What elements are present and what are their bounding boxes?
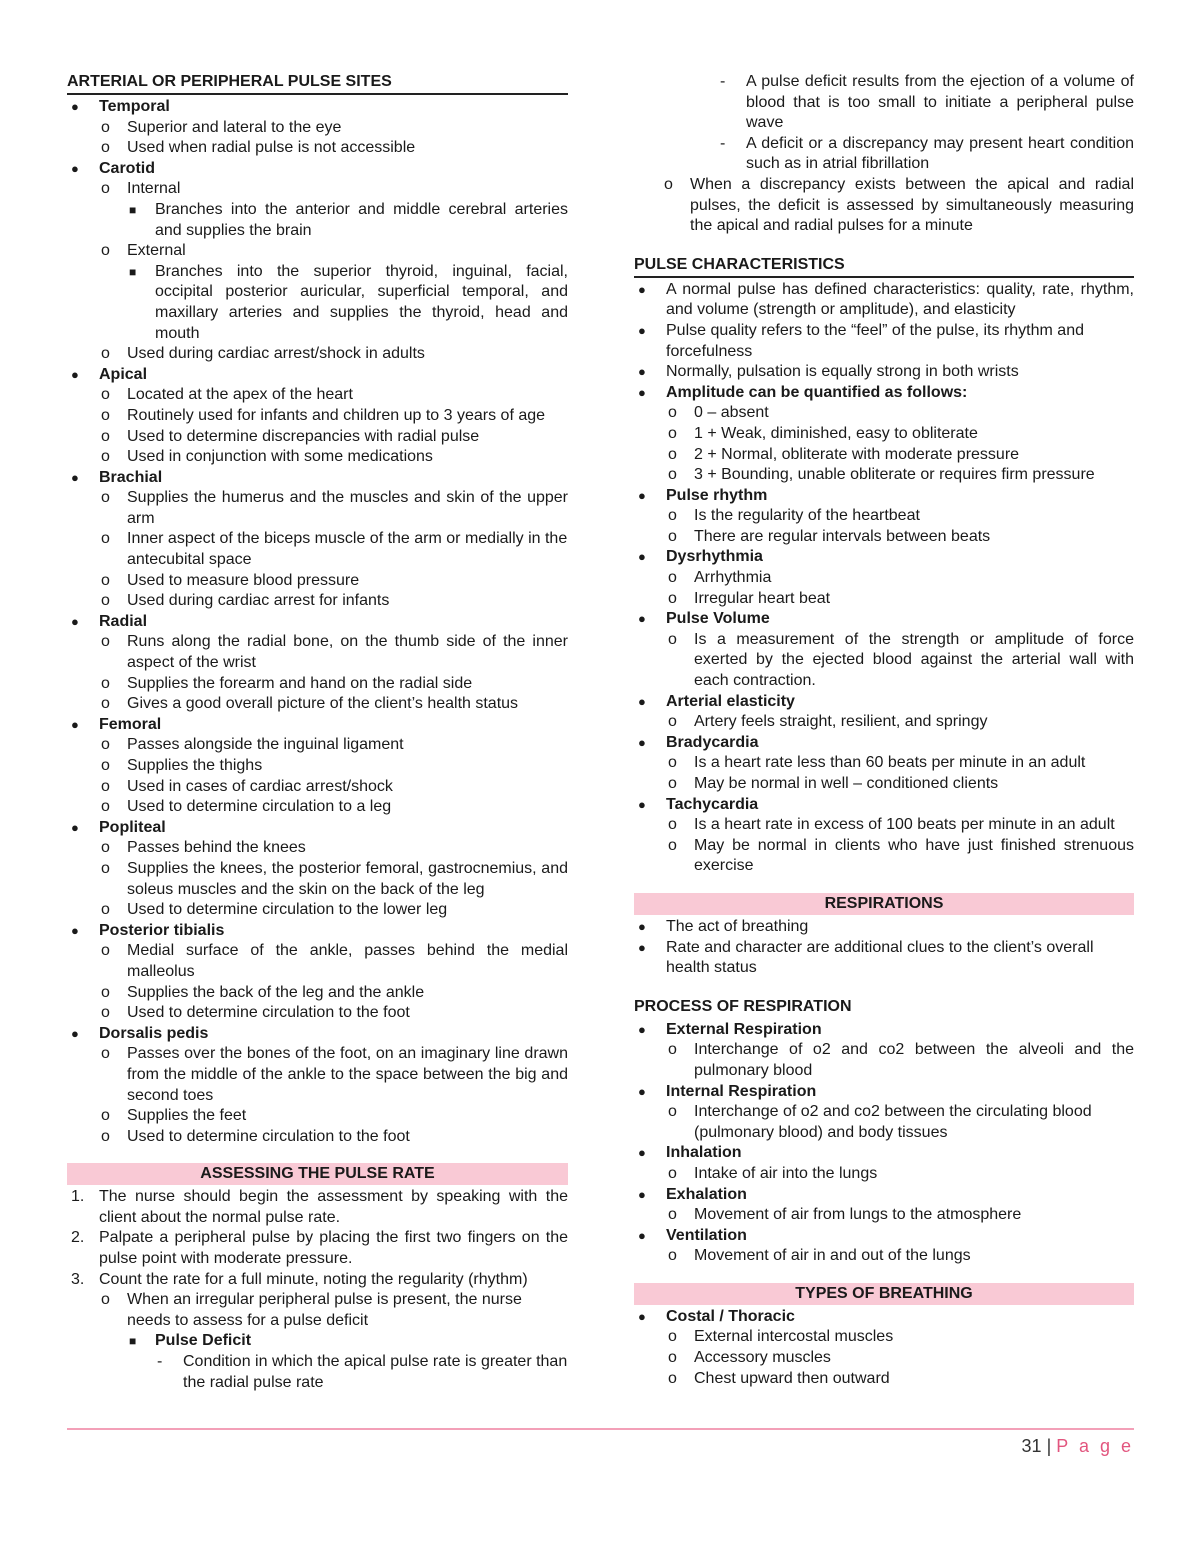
list-item (67, 159, 568, 365)
site-label: Posterior tibialis (99, 921, 225, 939)
circle-bullet-icon: o (101, 592, 110, 610)
bullet-icon: ● (638, 918, 646, 934)
circle-bullet-icon: o (101, 139, 110, 157)
item-text: Count the rate for a full minute, noting the regularity (rhythm) (99, 1270, 528, 1288)
circle-bullet-icon: o (668, 1328, 677, 1346)
item-text: Amplitude can be quantified as follows: (666, 383, 968, 401)
item-text: Used when radial pulse is not accessible (127, 139, 416, 157)
item-text: The act of breathing (666, 917, 809, 935)
item-text: External intercostal muscles (694, 1328, 894, 1346)
pulse-characteristics-list (634, 280, 1134, 877)
circle-bullet-icon: o (101, 180, 110, 198)
respirations-heading: RESPIRATIONS (634, 893, 1134, 915)
list-item (634, 321, 1134, 362)
list-item (634, 1185, 1134, 1226)
list-item (634, 1020, 1134, 1082)
list-item (666, 815, 1134, 836)
bullet-icon: ● (638, 322, 646, 338)
list-item (99, 859, 568, 900)
item-text: Gives a good overall picture of the client’s health status (127, 695, 519, 713)
right-column (634, 72, 1134, 1389)
list-item (666, 1205, 1134, 1226)
bullet-icon: ● (71, 366, 79, 382)
bullet-icon: ● (638, 549, 646, 565)
circle-bullet-icon: o (101, 530, 110, 548)
circle-bullet-icon: o (668, 1349, 677, 1367)
item-text: External (127, 242, 186, 260)
circle-bullet-icon: o (668, 836, 677, 854)
list-item (99, 138, 568, 159)
item-text: Arrhythmia (694, 569, 772, 587)
item-text: Supplies the forearm and hand on the radial side (127, 674, 473, 692)
deficit-continued-list (718, 72, 1134, 175)
circle-bullet-icon: o (101, 242, 110, 260)
list-item (99, 447, 568, 468)
circle-bullet-icon: o (668, 1369, 677, 1387)
list-item (127, 1331, 568, 1393)
circle-bullet-icon: o (101, 633, 110, 651)
list-item (666, 1246, 1134, 1267)
pulse-characteristics-heading: PULSE CHARACTERISTICS (634, 255, 1134, 278)
circle-bullet-icon: o (668, 816, 677, 834)
item-text: Internal Respiration (666, 1082, 817, 1100)
list-item (67, 365, 568, 468)
respirations-list (634, 917, 1134, 979)
item-text: Used during cardiac arrest for infants (127, 592, 390, 610)
item-text: Passes alongside the inguinal ligament (127, 736, 404, 754)
list-item (67, 1228, 568, 1269)
list-item (99, 1044, 568, 1106)
site-label: Dorsalis pedis (99, 1024, 209, 1042)
list-item (99, 1003, 568, 1024)
circle-bullet-icon: o (668, 713, 677, 731)
item-text: External Respiration (666, 1020, 822, 1038)
item-text: Branches into the anterior and middle cerebral arteries and supplies the brain (155, 200, 568, 239)
bullet-icon: ● (638, 487, 646, 503)
list-item (634, 362, 1134, 383)
list-item (666, 1040, 1134, 1081)
list-item (127, 262, 568, 344)
list-item (67, 715, 568, 818)
list-item (67, 468, 568, 612)
item-text: Branches into the superior thyroid, inguinal, facial, occipital posterior auricular, superficial temporal, and maxillary arteries and supplies the thyroid, head and mouth (155, 262, 568, 342)
item-text: Tachycardia (666, 795, 759, 813)
item-text: Accessory muscles (694, 1349, 831, 1367)
bullet-icon: ● (71, 716, 79, 732)
item-text: Movement of air in and out of the lungs (694, 1247, 971, 1265)
bullet-icon: ● (638, 1145, 646, 1161)
circle-bullet-icon: o (101, 839, 110, 857)
list-item (666, 424, 1134, 445)
circle-bullet-icon: o (101, 859, 110, 877)
item-text: Movement of air from lungs to the atmosphere (694, 1206, 1022, 1224)
item-text: 1 + Weak, diminished, easy to obliterate (694, 424, 978, 442)
bullet-icon: ● (71, 99, 79, 114)
item-text: Palpate a peripheral pulse by placing the first two fingers on the pulse point with moderate pressure. (99, 1229, 568, 1268)
site-label: Popliteal (99, 818, 166, 836)
circle-bullet-icon: o (668, 424, 677, 442)
circle-bullet-icon: o (101, 674, 110, 692)
list-item (634, 383, 1134, 486)
bullet-icon: ● (638, 384, 646, 400)
list-item (99, 427, 568, 448)
list-item (634, 692, 1134, 733)
bullet-icon: ● (71, 1025, 79, 1041)
item-text: Is a measurement of the strength or amplitude of force exerted by the ejected blood against the arterial wall with each contraction. (694, 630, 1134, 690)
item-text: Costal / Thoracic (666, 1307, 795, 1325)
item-text: Supplies the thighs (127, 757, 263, 774)
item-text: Dysrhythmia (666, 548, 763, 566)
circle-bullet-icon: o (101, 448, 110, 466)
list-item (666, 774, 1134, 795)
circle-bullet-icon: o (668, 589, 677, 607)
list-item (666, 1348, 1134, 1369)
list-item (634, 795, 1134, 877)
item-text: Located at the apex of the heart (127, 386, 353, 404)
list-item (67, 1187, 568, 1228)
item-text: Supplies the back of the leg and the ankle (127, 983, 425, 1001)
circle-bullet-icon: o (668, 630, 677, 648)
list-item (634, 280, 1134, 321)
item-text: Exhalation (666, 1185, 747, 1203)
list-item (666, 712, 1134, 733)
bullet-icon: ● (71, 613, 79, 629)
process-of-respiration-heading: PROCESS OF RESPIRATION (634, 997, 852, 1015)
list-item (99, 983, 568, 1004)
item-text: Is a heart rate less than 60 beats per minute in an adult (694, 754, 1086, 772)
step-number: 3. (71, 1270, 85, 1288)
bullet-icon: ● (638, 281, 646, 297)
item-text: Interchange of o2 and co2 between the alveoli and the pulmonary blood (694, 1041, 1134, 1079)
circle-bullet-icon: o (101, 695, 110, 713)
item-text: Pulse Volume (666, 610, 770, 628)
item-text: Routinely used for infants and children up to 3 years of age (127, 406, 546, 424)
bullet-icon: ● (638, 734, 646, 750)
discrepancy-list (662, 175, 1134, 237)
bullet-icon: ● (638, 796, 646, 812)
circle-bullet-icon: o (668, 1206, 677, 1224)
item-text: Supplies the knees, the posterior femoral, gastrocnemius, and soleus muscles and the skin on the back of the leg (127, 859, 568, 898)
list-item (634, 938, 1134, 979)
list-item (99, 900, 568, 921)
list-item (99, 941, 568, 982)
circle-bullet-icon: o (668, 1103, 677, 1121)
page-number: 31 (1021, 1436, 1042, 1456)
circle-bullet-icon: o (668, 466, 677, 484)
list-item (666, 1164, 1134, 1185)
item-text: Medial surface of the ankle, passes behind the medial malleolus (127, 942, 568, 980)
circle-bullet-icon: o (101, 901, 110, 919)
list-item (666, 753, 1134, 774)
item-text: Supplies the feet (127, 1107, 247, 1125)
item-text: A normal pulse has defined characteristics: quality, rate, rhythm, and volume (strength or amplitude), and elasticity (666, 280, 1134, 319)
list-item (67, 97, 568, 159)
circle-bullet-icon: o (101, 345, 110, 363)
item-text: Rate and character are additional clues to the client’s overall health status (666, 938, 1094, 977)
circle-bullet-icon: o (668, 1164, 677, 1182)
circle-bullet-icon: o (101, 736, 110, 754)
circle-bullet-icon: o (101, 1045, 110, 1063)
item-text: A deficit or a discrepancy may present heart condition such as in atrial fibrillation (746, 134, 1134, 173)
circle-bullet-icon: o (101, 1127, 110, 1145)
list-item (666, 1102, 1134, 1143)
list-item (99, 735, 568, 756)
item-text: Used to determine circulation to the foot (127, 1127, 410, 1145)
item-text: Used to determine circulation to the lower leg (127, 901, 448, 919)
item-text: Ventilation (666, 1226, 747, 1244)
circle-bullet-icon: o (668, 404, 677, 422)
list-item (666, 1369, 1134, 1390)
list-item (666, 445, 1134, 466)
bullet-icon: ● (71, 469, 79, 485)
list-item (67, 818, 568, 921)
bullet-icon: ● (638, 611, 646, 627)
list-item (666, 836, 1134, 877)
dash-bullet-icon: - (720, 73, 726, 90)
item-text: The nurse should begin the assessment by speaking with the client about the normal pulse rate. (99, 1188, 568, 1226)
item-text: May be normal in clients who have just finished strenuous exercise (694, 836, 1134, 875)
site-label: Carotid (99, 159, 155, 177)
item-text: Used to measure blood pressure (127, 571, 360, 589)
item-text: Passes over the bones of the foot, on an imaginary line drawn from the middle of the ankle to the space between the big and second toes (127, 1045, 568, 1104)
list-item (666, 630, 1134, 692)
list-item (99, 777, 568, 798)
bullet-icon: ● (638, 1021, 646, 1037)
list-item (99, 632, 568, 673)
list-item (666, 403, 1134, 424)
bullet-icon: ● (638, 364, 646, 380)
item-text: Used in conjunction with some medications (127, 448, 433, 466)
list-item (634, 917, 1134, 938)
bullet-icon: ● (638, 1186, 646, 1202)
circle-bullet-icon: o (668, 569, 677, 587)
list-item (634, 547, 1134, 609)
item-text: Pulse quality refers to the “feel” of the pulse, its rhythm and forcefulness (666, 321, 1084, 360)
circle-bullet-icon: o (101, 571, 110, 589)
list-item (634, 733, 1134, 795)
bullet-icon: ● (71, 160, 79, 176)
site-label: Apical (99, 365, 148, 383)
site-label: Radial (99, 612, 148, 630)
bullet-icon: ● (638, 1083, 646, 1099)
list-item (634, 1226, 1134, 1267)
list-item (67, 921, 568, 1024)
circle-bullet-icon: o (664, 175, 673, 193)
assessing-pulse-heading: ASSESSING THE PULSE RATE (67, 1163, 568, 1185)
item-text: Used in cases of cardiac arrest/shock (127, 777, 393, 795)
list-item (99, 838, 568, 859)
list-item (99, 488, 568, 529)
list-item (666, 465, 1134, 486)
list-item (99, 385, 568, 406)
item-text: Chest upward then outward (694, 1369, 890, 1387)
list-item (718, 72, 1134, 134)
circle-bullet-icon: o (101, 757, 110, 774)
item-text: Is the regularity of the heartbeat (694, 507, 920, 525)
bullet-icon: ● (71, 922, 79, 938)
item-text: Bradycardia (666, 733, 759, 751)
item-text: 2 + Normal, obliterate with moderate pressure (694, 445, 1020, 463)
circle-bullet-icon: o (668, 527, 677, 545)
pulse-sites-heading: ARTERIAL OR PERIPHERAL PULSE SITES (67, 72, 568, 95)
item-text: Is a heart rate in excess of 100 beats per minute in an adult (694, 816, 1115, 834)
item-text: A pulse deficit results from the ejection of a volume of blood that is too small to initiate a peripheral pulse wave (746, 73, 1134, 132)
list-item (99, 1106, 568, 1127)
list-item (99, 674, 568, 695)
circle-bullet-icon: o (101, 386, 110, 404)
circle-bullet-icon: o (668, 507, 677, 525)
item-text: Pulse Deficit (155, 1332, 252, 1350)
list-item (67, 1270, 568, 1394)
circle-bullet-icon: o (101, 118, 110, 136)
dash-bullet-icon: - (157, 1353, 163, 1371)
item-text: Used during cardiac arrest/shock in adults (127, 345, 425, 363)
circle-bullet-icon: o (101, 1291, 110, 1309)
list-item (99, 118, 568, 139)
list-item (666, 506, 1134, 527)
page-label: P a g e (1056, 1436, 1134, 1456)
list-item (127, 200, 568, 241)
circle-bullet-icon: o (101, 406, 110, 424)
circle-bullet-icon: o (101, 489, 110, 507)
item-text: Used to determine circulation to the foot (127, 1004, 410, 1022)
list-item (634, 1143, 1134, 1184)
left-column (67, 72, 568, 1393)
bullet-icon: ● (638, 1308, 646, 1324)
square-bullet-icon: ■ (129, 1334, 137, 1349)
list-item (99, 694, 568, 715)
list-item (99, 1127, 568, 1148)
list-item (67, 1024, 568, 1148)
square-bullet-icon: ■ (129, 264, 137, 279)
list-item (666, 1327, 1134, 1348)
bullet-icon: ● (638, 1227, 646, 1243)
breathing-list (634, 1307, 1134, 1389)
list-item (634, 486, 1134, 548)
circle-bullet-icon: o (101, 798, 110, 816)
circle-bullet-icon: o (101, 942, 110, 960)
list-item (99, 571, 568, 592)
circle-bullet-icon: o (101, 1004, 110, 1022)
item-text: Passes behind the knees (127, 839, 306, 857)
list-item (666, 527, 1134, 548)
list-item (99, 1290, 568, 1393)
list-item (99, 179, 568, 241)
item-text: Supplies the humerus and the muscles and skin of the upper arm (127, 489, 568, 527)
list-item (666, 589, 1134, 610)
site-label: Brachial (99, 468, 163, 486)
item-text: 3 + Bounding, unable obliterate or requires firm pressure (694, 466, 1095, 484)
site-label: Temporal (99, 98, 170, 115)
item-text: 0 – absent (694, 404, 769, 422)
circle-bullet-icon: o (101, 1107, 110, 1125)
item-text: Inhalation (666, 1144, 742, 1162)
item-text: Used to determine discrepancies with radial pulse (127, 427, 480, 445)
site-label: Femoral (99, 715, 162, 733)
list-item (99, 797, 568, 818)
step-number: 1. (71, 1188, 85, 1206)
list-item (662, 175, 1134, 237)
list-item (634, 1307, 1134, 1389)
assessing-steps-list (67, 1187, 568, 1393)
item-text: Condition in which the apical pulse rate is greater than the radial pulse rate (183, 1353, 568, 1391)
item-text: May be normal in well – conditioned clients (694, 775, 999, 792)
circle-bullet-icon: o (668, 754, 677, 772)
footer-separator: | (1046, 1436, 1052, 1456)
item-text: When a discrepancy exists between the apical and radial pulses, the deficit is assessed by simultaneously measuring the apical and radial pulses for a minute (690, 175, 1134, 235)
list-item (99, 344, 568, 365)
item-text: Intake of air into the lungs (694, 1164, 878, 1182)
circle-bullet-icon: o (101, 983, 110, 1001)
bullet-icon: ● (638, 693, 646, 709)
item-text: Superior and lateral to the eye (127, 118, 342, 136)
list-item (155, 1352, 568, 1393)
process-list (634, 1020, 1134, 1267)
list-item (99, 591, 568, 612)
list-item (634, 1082, 1134, 1144)
list-item (99, 529, 568, 570)
item-text: There are regular intervals between beats (694, 527, 991, 545)
square-bullet-icon: ■ (129, 202, 137, 217)
item-text: Normally, pulsation is equally strong in both wrists (666, 363, 1019, 381)
item-text: Interchange of o2 and co2 between the circulating blood (pulmonary blood) and body tissues (694, 1103, 1092, 1141)
bullet-icon: ● (71, 819, 79, 835)
list-item (99, 756, 568, 777)
footer-rule (67, 1428, 1134, 1430)
item-text: Internal (127, 180, 181, 198)
circle-bullet-icon: o (668, 1041, 677, 1059)
list-item (99, 406, 568, 427)
circle-bullet-icon: o (101, 777, 110, 795)
circle-bullet-icon: o (668, 445, 677, 463)
list-item (666, 568, 1134, 589)
circle-bullet-icon: o (101, 427, 110, 445)
types-of-breathing-heading: TYPES OF BREATHING (634, 1283, 1134, 1305)
bullet-icon: ● (638, 939, 646, 955)
list-item (99, 241, 568, 344)
item-text: Irregular heart beat (694, 589, 831, 607)
item-text: Runs along the radial bone, on the thumb side of the inner aspect of the wrist (127, 633, 568, 672)
item-text: Pulse rhythm (666, 486, 768, 504)
circle-bullet-icon: o (668, 775, 677, 792)
page-footer (1022, 1436, 1134, 1457)
step-number: 2. (71, 1229, 85, 1247)
item-text: Inner aspect of the biceps muscle of the arm or medially in the antecubital space (127, 530, 568, 569)
item-text: Artery feels straight, resilient, and springy (694, 713, 988, 731)
item-text: When an irregular peripheral pulse is present, the nurse needs to assess for a pulse deficit (127, 1291, 522, 1329)
list-item (634, 609, 1134, 691)
item-text: Arterial elasticity (666, 692, 795, 710)
list-item (67, 612, 568, 715)
circle-bullet-icon: o (668, 1247, 677, 1265)
pulse-sites-list (67, 97, 568, 1147)
dash-bullet-icon: - (720, 134, 726, 152)
list-item (718, 134, 1134, 175)
item-text: Used to determine circulation to a leg (127, 798, 392, 816)
